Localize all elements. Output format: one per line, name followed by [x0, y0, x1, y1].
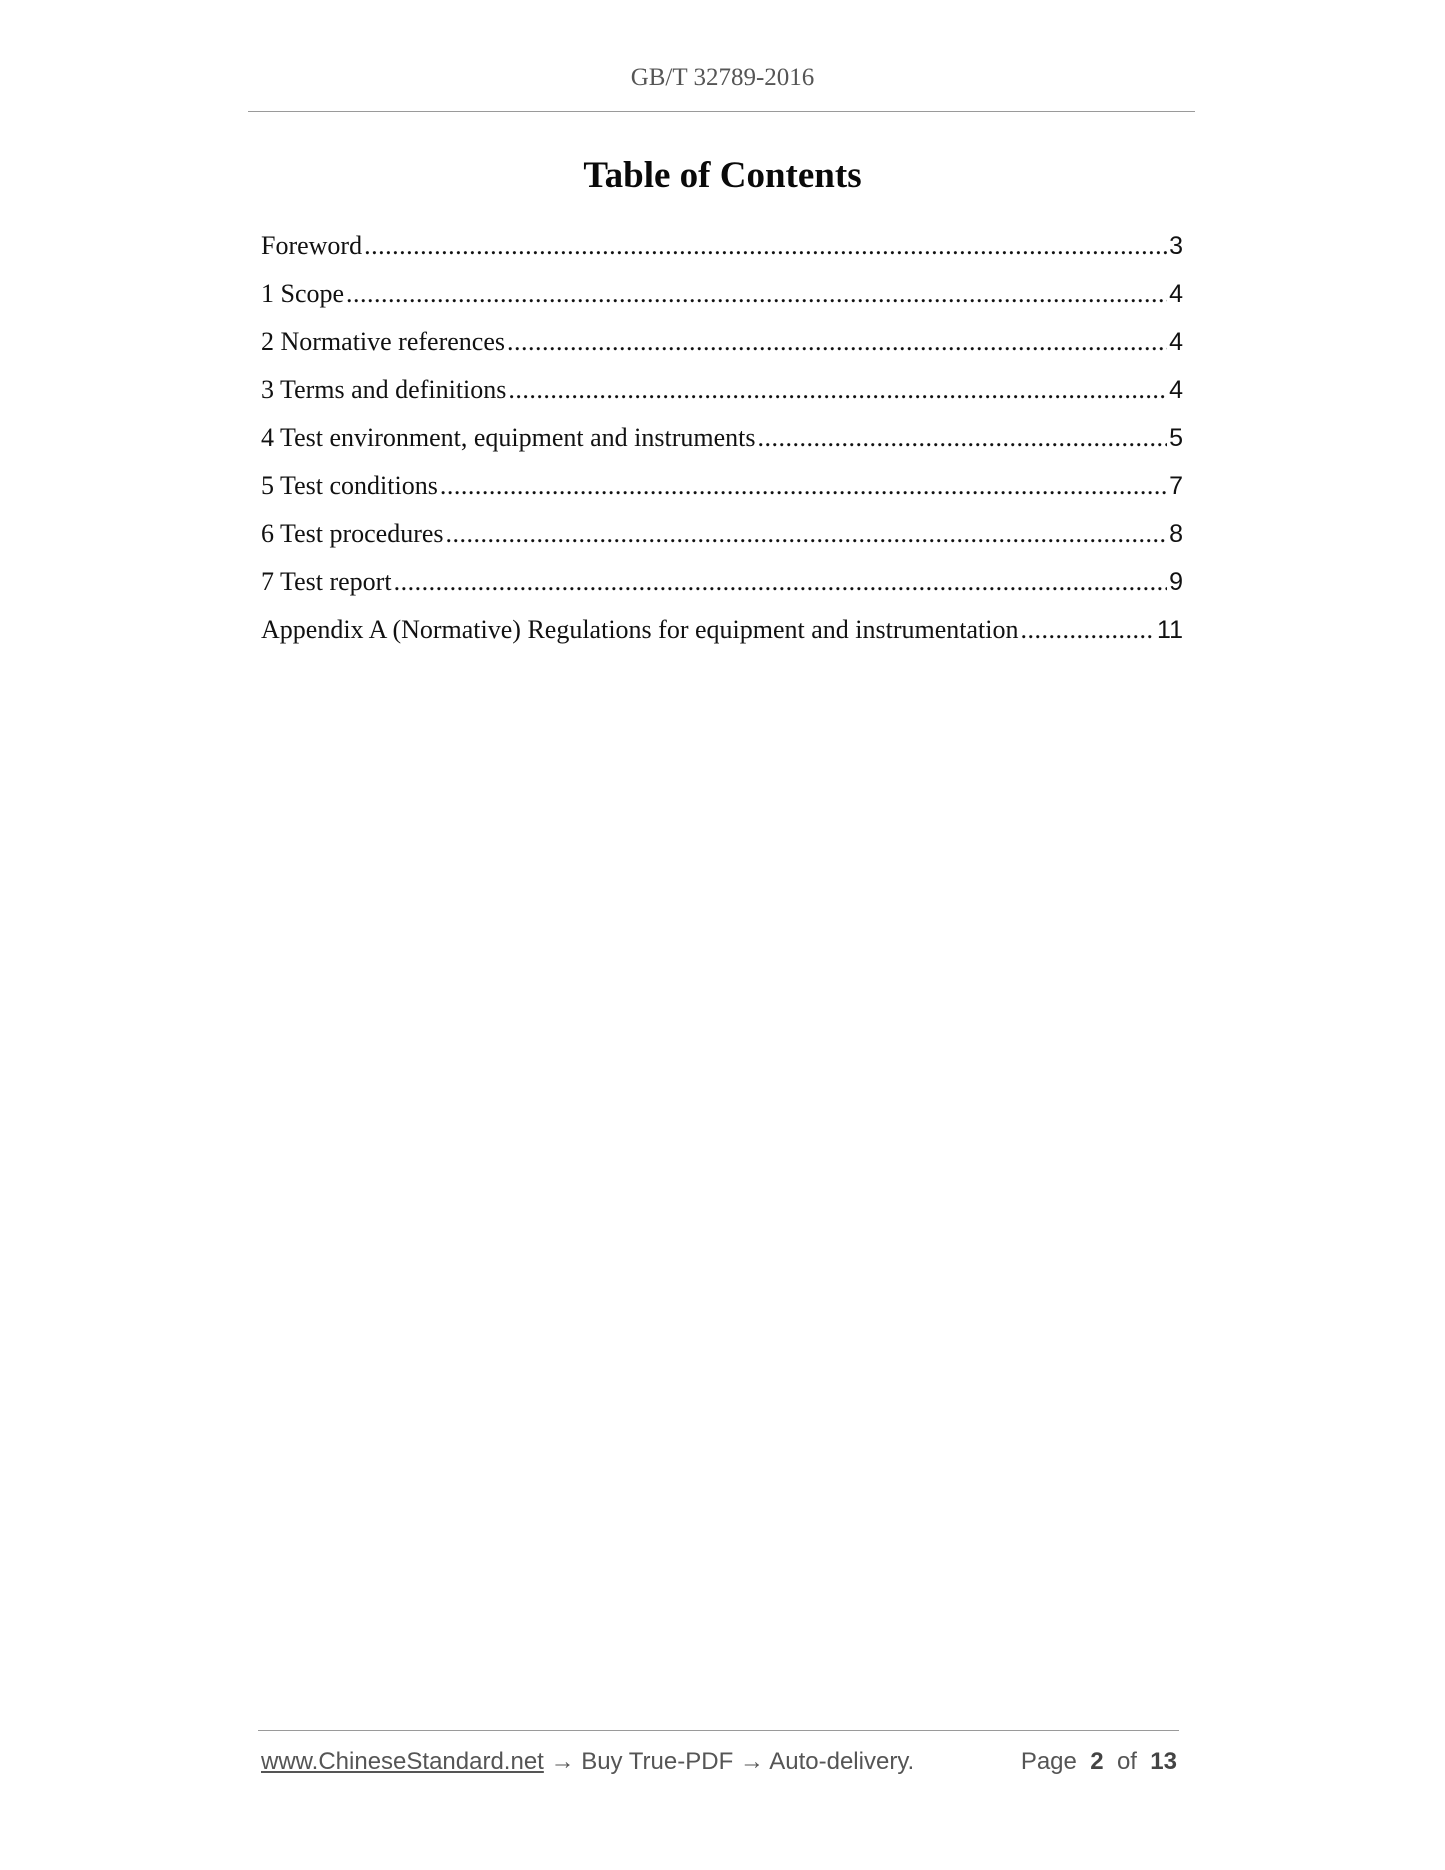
header-divider	[248, 111, 1195, 112]
toc-leader-dots	[507, 318, 1167, 366]
of-word: of	[1116, 1748, 1137, 1775]
toc-title: Table of Contents	[583, 155, 862, 196]
toc-leader-dots	[1020, 606, 1155, 654]
footer-buy-text: Buy True-PDF	[581, 1748, 734, 1775]
toc-entry-page: 9	[1169, 568, 1183, 596]
toc-entry-label: 6 Test procedures	[261, 519, 444, 548]
toc-leader-dots	[394, 558, 1168, 606]
toc-entry-foreword[interactable]	[261, 222, 1183, 270]
toc-entry-label: Foreword	[261, 231, 363, 260]
toc-entry-label: Appendix A (Normative) Regulations for equipment and instrumentation	[261, 615, 1019, 644]
toc-leader-dots	[446, 510, 1168, 558]
toc-entry-page: 7	[1169, 472, 1183, 500]
toc-entry-normative-references[interactable]	[261, 318, 1183, 366]
toc-entry-label: 5 Test conditions	[261, 471, 438, 500]
footer-divider	[258, 1730, 1179, 1731]
toc-entry-terms-definitions[interactable]	[261, 366, 1183, 414]
toc-entry-label: 7 Test report	[261, 567, 392, 596]
website-link[interactable]: www.ChineseStandard.net	[261, 1748, 544, 1775]
footer	[261, 1748, 1177, 1782]
footer-promo	[261, 1748, 914, 1776]
toc-entry-page: 11	[1157, 616, 1183, 644]
page-total: 13	[1150, 1748, 1177, 1775]
toc-entry-label: 1 Scope	[261, 279, 345, 308]
toc-entry-test-report[interactable]	[261, 558, 1183, 606]
toc-list	[261, 222, 1183, 654]
footer-delivery-text: Auto-delivery.	[769, 1748, 915, 1775]
arrow-right-icon: →	[739, 1748, 764, 1775]
toc-entry-page: 8	[1169, 520, 1183, 548]
toc-leader-dots	[508, 366, 1167, 414]
toc-entry-label: 4 Test environment, equipment and instruments	[261, 423, 756, 452]
toc-entry-page: 3	[1169, 232, 1183, 260]
toc-entry-scope[interactable]	[261, 270, 1183, 318]
toc-entry-test-environment[interactable]	[261, 414, 1183, 462]
toc-leader-dots	[758, 414, 1168, 462]
toc-entry-appendix-a[interactable]	[261, 606, 1183, 654]
toc-leader-dots	[346, 270, 1167, 318]
toc-entry-page: 4	[1169, 376, 1183, 404]
page-current: 2	[1090, 1748, 1104, 1775]
page-indicator	[1021, 1748, 1177, 1776]
toc-entry-test-conditions[interactable]	[261, 462, 1183, 510]
toc-entry-page: 5	[1169, 424, 1183, 452]
arrow-right-icon: →	[550, 1748, 575, 1775]
toc-leader-dots	[440, 462, 1167, 510]
toc-entry-label: 3 Terms and definitions	[261, 375, 507, 404]
header-doc-id: GB/T 32789-2016	[630, 64, 815, 91]
toc-leader-dots	[364, 222, 1167, 270]
page-word: Page	[1020, 1748, 1077, 1775]
toc-entry-page: 4	[1169, 328, 1183, 356]
toc-entry-page: 4	[1169, 280, 1183, 308]
toc-entry-label: 2 Normative references	[261, 327, 505, 356]
toc-entry-test-procedures[interactable]	[261, 510, 1183, 558]
